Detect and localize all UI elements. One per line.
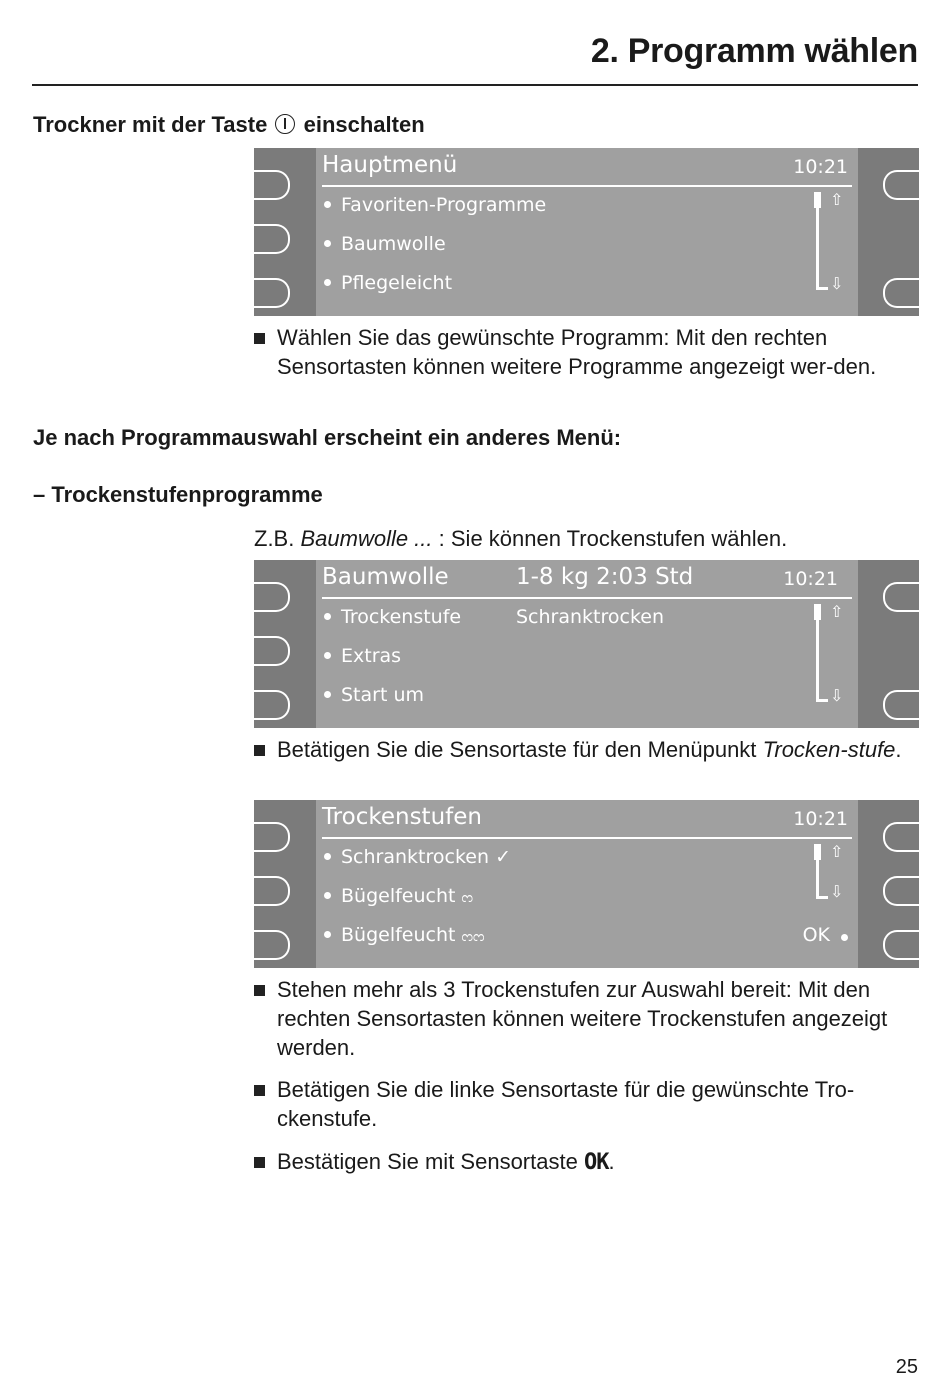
menu-item-label: Trockenstufe [341, 606, 462, 628]
example-program: Baumwolle ... [300, 526, 433, 551]
check-icon: ✓ [495, 846, 511, 868]
instruction-text: Betätigen Sie die linke Sensortaste für die gewünschte Tro-ckenstufe. [277, 1077, 855, 1131]
example-text [254, 524, 914, 553]
menu-item [324, 885, 473, 907]
heading-power-on-after: einschalten [303, 112, 425, 137]
left-sensor-button-2[interactable] [254, 636, 290, 666]
ok-dot-icon [841, 934, 848, 941]
display-rule [322, 597, 852, 599]
left-sensor-button-3[interactable] [254, 930, 290, 960]
display-title: Hauptmenü [322, 152, 458, 178]
scrollbar-track [816, 196, 819, 290]
bullet-dot-icon [324, 931, 331, 938]
heading-power-on [33, 112, 425, 138]
instruction-suffix: . [895, 737, 902, 762]
title-divider [32, 84, 918, 86]
right-sensor-button-3[interactable] [883, 930, 919, 960]
menu-item [324, 846, 511, 868]
bullet-dot-icon [324, 892, 331, 899]
scrollbar-thumb [814, 192, 821, 208]
double-drop-icon: ᦂᦂ [461, 927, 485, 945]
display-drying-levels [254, 800, 919, 968]
scroll-up-icon: ⇧ [830, 842, 844, 861]
menu-item [324, 233, 446, 255]
scrollbar [814, 604, 850, 708]
menu-item-label: Pflegeleicht [341, 272, 453, 294]
bullet-square-icon [254, 1157, 265, 1168]
bullet-square-icon [254, 745, 265, 756]
instruction-text: Wählen Sie das gewünschte Programm: Mit den rechten Sensortasten können weitere Programme angezeigt wer-den. [277, 325, 877, 379]
display-rule [322, 837, 852, 839]
display-title: Trockenstufen [322, 804, 482, 830]
instruction-bullet [254, 323, 914, 381]
scroll-down-icon: ⇩ [830, 686, 844, 705]
display-title: Baumwolle [322, 564, 449, 590]
instruction-text [254, 735, 914, 764]
scroll-up-icon: ⇧ [830, 602, 844, 621]
right-sensor-button-1[interactable] [883, 170, 919, 200]
display-time: 10:21 [793, 156, 848, 178]
left-sensor-button-2[interactable] [254, 224, 290, 254]
scrollbar-track [816, 608, 819, 702]
menu-item-label: Baumwolle [341, 233, 446, 255]
menu-item-label: Start um [341, 684, 425, 706]
instruction-bullet [254, 735, 914, 764]
instruction-bullet [254, 975, 914, 1062]
bullet-square-icon [254, 333, 265, 344]
display-screen [316, 148, 858, 316]
page-number: 25 [895, 1356, 918, 1378]
power-icon [275, 114, 295, 134]
bullet-dot-icon [324, 613, 331, 620]
menu-item [324, 924, 485, 946]
menu-item-value: Schranktrocken [516, 606, 665, 628]
example-prefix: Z.B. [254, 526, 295, 551]
scroll-down-icon: ⇩ [830, 882, 844, 901]
example-suffix: : Sie können Trockenstufen wählen. [438, 526, 788, 551]
display-time: 10:21 [783, 568, 838, 590]
bullet-dot-icon [324, 652, 331, 659]
left-sensor-button-3[interactable] [254, 690, 290, 720]
right-sensor-button-1[interactable] [883, 822, 919, 852]
scrollbar-thumb [814, 604, 821, 620]
scrollbar-end [816, 287, 828, 290]
menu-item-label: Favoriten-Programme [341, 194, 547, 216]
scrollbar-end [816, 699, 828, 702]
left-sensor-button-2[interactable] [254, 876, 290, 906]
scrollbar [814, 192, 850, 296]
bullet-dot-icon [324, 691, 331, 698]
display-screen [316, 800, 858, 968]
display-time: 10:21 [793, 808, 848, 830]
instruction-text [254, 1147, 914, 1177]
bullet-dot-icon [324, 201, 331, 208]
menu-item-label: Bügelfeucht [341, 924, 456, 946]
heading-drying-programs: – Trockenstufenprogramme [33, 482, 323, 507]
instruction-suffix: . [608, 1149, 615, 1174]
left-sensor-button-3[interactable] [254, 278, 290, 308]
menu-item-label: Extras [341, 645, 402, 667]
page-title: 2. Programm wählen [590, 32, 918, 70]
bullet-square-icon [254, 1085, 265, 1096]
scrollbar-thumb [814, 844, 821, 860]
bullet-square-icon [254, 985, 265, 996]
ok-label: OK [802, 924, 830, 946]
scroll-up-icon: ⇧ [830, 190, 844, 209]
left-sensor-button-1[interactable] [254, 170, 290, 200]
left-sensor-button-1[interactable] [254, 582, 290, 612]
menu-item [324, 272, 452, 294]
left-sensor-button-1[interactable] [254, 822, 290, 852]
display-screen [316, 560, 858, 728]
right-sensor-button-1[interactable] [883, 582, 919, 612]
scrollbar-end [816, 896, 828, 899]
ok-key-label: OK [583, 1150, 609, 1175]
menu-item [324, 684, 424, 706]
bullet-dot-icon [324, 853, 331, 860]
instruction-prefix: Betätigen Sie die Sensortaste für den Menüpunkt [277, 737, 757, 762]
bullet-dot-icon [324, 240, 331, 247]
instruction-menu-point: Trocken-stufe [762, 737, 896, 762]
display-rule [322, 185, 852, 187]
instruction-text: Stehen mehr als 3 Trockenstufen zur Auswahl bereit: Mit den rechten Sensortasten können weitere Trockenstufen angezeigt werden. [277, 977, 888, 1060]
bullet-dot-icon [324, 279, 331, 286]
display-main-menu [254, 148, 919, 316]
heading-power-on-before: Trockner mit der Taste [33, 112, 268, 137]
scroll-down-icon: ⇩ [830, 274, 844, 293]
right-sensor-button-3[interactable] [883, 278, 919, 308]
drop-icon: ᦂ [461, 888, 474, 906]
instruction-bullet [254, 1075, 914, 1133]
display-program-info: 1-8 kg 2:03 Std [516, 564, 694, 590]
menu-item [324, 645, 401, 667]
heading-menu-varies: Je nach Programmauswahl erscheint ein anderes Menü: [33, 425, 622, 450]
right-sensor-button-2[interactable] [883, 876, 919, 906]
menu-item-label: Bügelfeucht [341, 885, 456, 907]
menu-item [324, 194, 546, 216]
menu-item [324, 606, 461, 628]
display-cotton-program [254, 560, 919, 728]
instruction-bullet [254, 1147, 914, 1177]
instruction-prefix: Bestätigen Sie mit Sensortaste [277, 1149, 578, 1174]
right-sensor-button-3[interactable] [883, 690, 919, 720]
menu-item-label: Schranktrocken [341, 846, 490, 868]
